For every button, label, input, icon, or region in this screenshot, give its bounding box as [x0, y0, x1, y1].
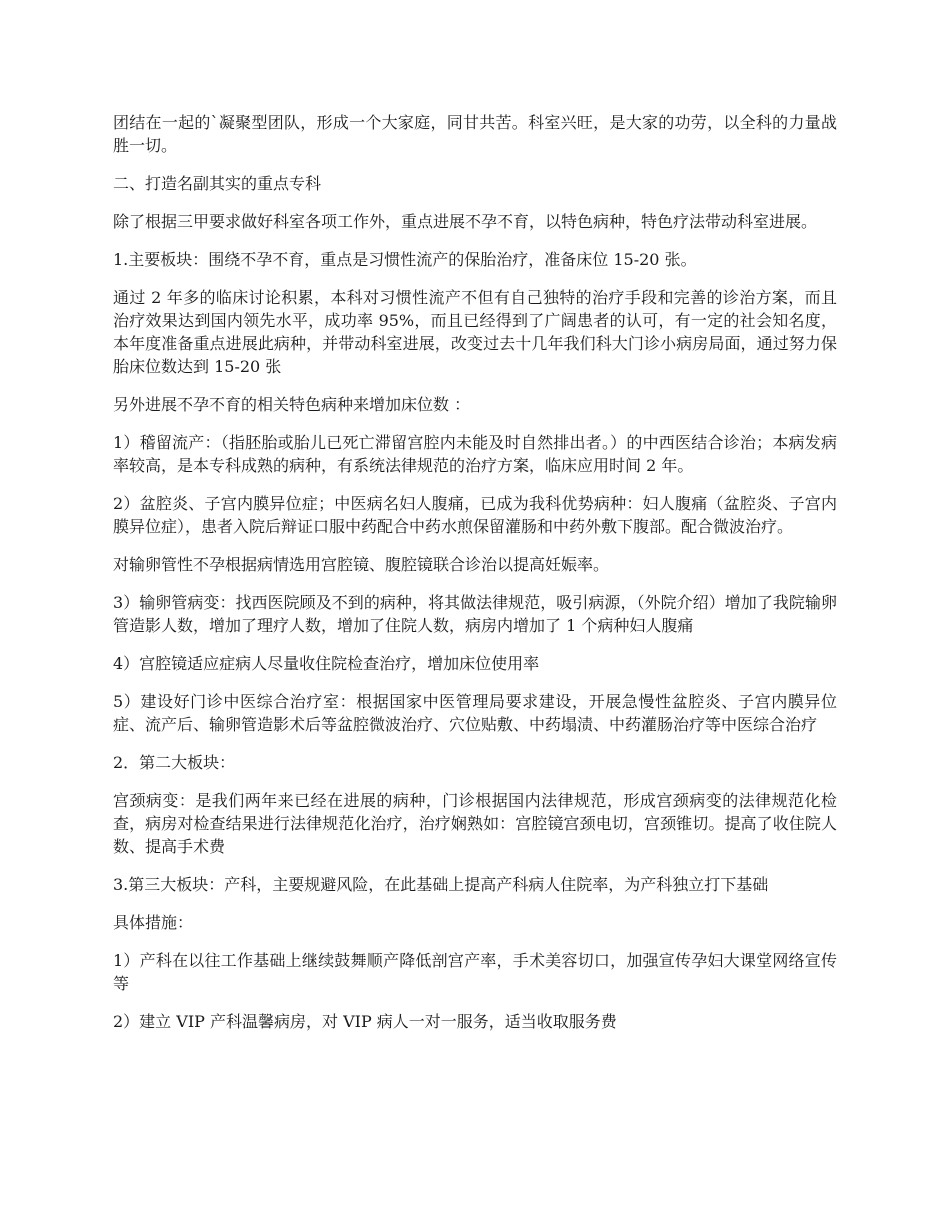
paragraph-cervical-lesion: 宫颈病变：是我们两年来已经在进展的病种，门诊根据国内法律规范，形成宫颈病变的法律规范化检查，病房对检查结果进行法律规范化治疗，治疗娴熟如：宫腔镜宫颈电切，宫颈锥切。提高了收住院人数、提高手术费 — [113, 791, 837, 856]
list-item-tcm-clinic: 5）建设好门诊中医综合治疗室：根据国家中医管理局要求建设，开展急慢性盆腔炎、子宫内膜异位症、流产后、输卵管造影术后等盆腔微波治疗、穴位贴敷、中药塌渍、中药灌肠治疗等中医综合治疗 — [113, 692, 837, 734]
list-item-obstetrics-work: 1）产科在以往工作基础上继续鼓舞顺产降低剖宫产率，手术美容切口，加强宣传孕妇大课堂网络宣传等 — [113, 951, 837, 993]
paragraph-clinical-accumulation: 通过 2 年多的临床讨论积累，本科对习惯性流产不但有自己独特的治疗手段和完善的诊治方案，而且治疗效果达到国内领先水平，成功率 95%，而且已经得到了广阔患者的认可，有一定的社会知名度，本年度准备重点进展此病种，并带动科室进展，改变过去十几年我们科大门诊小病房局面，通过努力保胎床位数达到 15-20 张 — [113, 288, 837, 376]
paragraph-specific-measures: 具体措施： — [113, 913, 194, 932]
list-item-tubal-lesion: 3）输卵管病变：找西医院顾及不到的病种，将其做法律规范，吸引病源，（外院介绍）增加了我院输卵管造影人数，增加了理疗人数，增加了住院人数，病房内增加了 1 个病种妇人腹痛 — [113, 593, 837, 635]
list-item-vip-ward: 2）建立 VIP 产科温馨病房，对 VIP 病人一对一服务，适当收取服务费 — [113, 1012, 617, 1031]
paragraph-tubal-infertility: 对输卵管性不孕根据病情选用宫腔镜、腹腔镜联合诊治以提高妊娠率。 — [113, 555, 610, 574]
list-item-missed-abortion: 1）稽留流产：（指胚胎或胎儿已死亡滞留宫腔内未能及时自然排出者。）的中西医结合诊治；本病发病率较高，是本专科成熟的病种，有系统法律规范的治疗方案，临床应用时间 2 年。 — [113, 433, 837, 475]
paragraph-second-block: 2．第二大板块： — [113, 753, 236, 772]
paragraph-related-diseases: 另外进展不孕不育的相关特色病种来增加床位数 ： — [113, 395, 471, 414]
list-item-hysteroscopy: 4）宫腔镜适应症病人尽量收住院检查治疗，增加床位使用率 — [113, 654, 540, 673]
document-body — [113, 111, 837, 1048]
paragraph-team-unity: 团结在一起的`凝聚型团队，形成一个大家庭，同甘共苦。科室兴旺，是大家的功劳，以全科的力量战胜一切。 — [113, 113, 837, 155]
paragraph-third-block: 3.第三大板块：产科，主要规避风险，在此基础上提高产科病人住院率，为产科独立打下基础 — [113, 875, 769, 894]
list-item-pelvic-inflammation: 2）盆腔炎、子宫内膜异位症；中医病名妇人腹痛，已成为我科优势病种：妇人腹痛（盆腔炎、子宫内膜异位症），患者入院后辩证口服中药配合中药水煎保留灌肠和中药外敷下腹部。配合微波治疗。 — [113, 494, 837, 536]
paragraph-specialty-intro: 除了根据三甲要求做好科室各项工作外，重点进展不孕不育，以特色病种，特色疗法带动科室进展。 — [113, 212, 818, 231]
paragraph-main-block: 1.主要板块：围绕不孕不育，重点是习惯性流产的保胎治疗，准备床位 15-20 张。 — [113, 250, 697, 269]
section-heading-key-specialty: 二、打造名副其实的重点专科 — [113, 174, 322, 193]
